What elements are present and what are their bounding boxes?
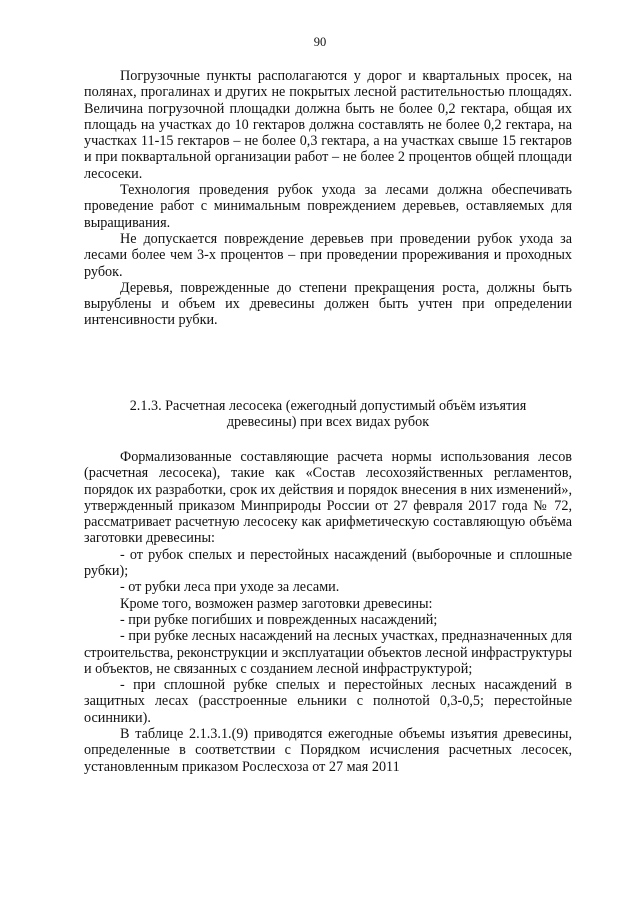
paragraph: В таблице 2.1.3.1.(9) приводятся ежегодные объемы изъятия древесины, определенные в соответствии с Порядком исчисления расчетных лесосек, установленным приказом Рослесхоза от 27 мая 2011 [84, 726, 572, 775]
list-item: - от рубок спелых и перестойных насаждений (выборочные и сплошные рубки); [84, 546, 572, 580]
section-heading [84, 398, 572, 431]
allowable-cut-section [84, 449, 572, 775]
paragraph: Кроме того, возможен размер заготовки древесины: [120, 595, 433, 612]
section-heading-line: древесины) при всех видах рубок [226, 414, 430, 431]
paragraph: Технология проведения рубок ухода за лесами должна обеспечивать проведение работ с минимальным повреждением деревьев, оставляемых для выращивания. [84, 182, 572, 231]
paragraph: Деревья, поврежденные до степени прекращения роста, должны быть вырублены и объем их древесины должен быть учтен при определении интенсивности рубки. [84, 279, 572, 329]
paragraph: Не допускается повреждение деревьев при проведении рубок ухода за лесами более чем 3-х процентов – при проведении прореживания и проходных рубок. [84, 230, 572, 280]
page-number: 90 [313, 35, 327, 49]
loading-points-section [84, 68, 572, 329]
list-item: - от рубки леса при уходе за лесами. [120, 579, 340, 596]
list-item: - при рубке лесных насаждений на лесных участках, предназначенных для строительства, реконструкции и эксплуатации объектов лесной инфраструктуры и объектов, не связанных с созданием лесной инфраструктурой; [84, 628, 572, 677]
list-item: - при рубке погибших и поврежденных насаждений; [120, 611, 438, 628]
paragraph: Формализованные составляющие расчета нормы использования лесов (расчетная лесосека), такие как «Состав лесохозяйственных регламентов, порядок их разработки, срок их действия и порядок внесения в них изменений», утвержденный приказом Минприроды России от 27 февраля 2017 года № 72, рассматривает расчетную лесосеку как арифметическую составляющую объёма заготовки древесины: [84, 449, 572, 547]
list-item: - при сплошной рубке спелых и перестойных лесных насаждений в защитных лесах (расстроенные ельники с полнотой 0,3-0,5; перестойные осинники). [84, 677, 572, 726]
paragraph: Погрузочные пункты располагаются у дорог и квартальных просек, на полянах, прогалинах и других не покрытых лесной растительностью площадях. Величина погрузочной площадки должна быть не более 0,2 гектара, общая их площадь на участках до 10 гектаров должна составлять не более 0,2 гектара, на участках 11-15 гектаров – не более 0,3 гектара, а на участках свыше 15 гектаров и при поквартальной организации работ – не более 2 процентов общей площади лесосеки. [84, 68, 572, 182]
section-heading-line: 2.1.3. Расчетная лесосека (ежегодный допустимый объём изъятия [129, 398, 527, 414]
